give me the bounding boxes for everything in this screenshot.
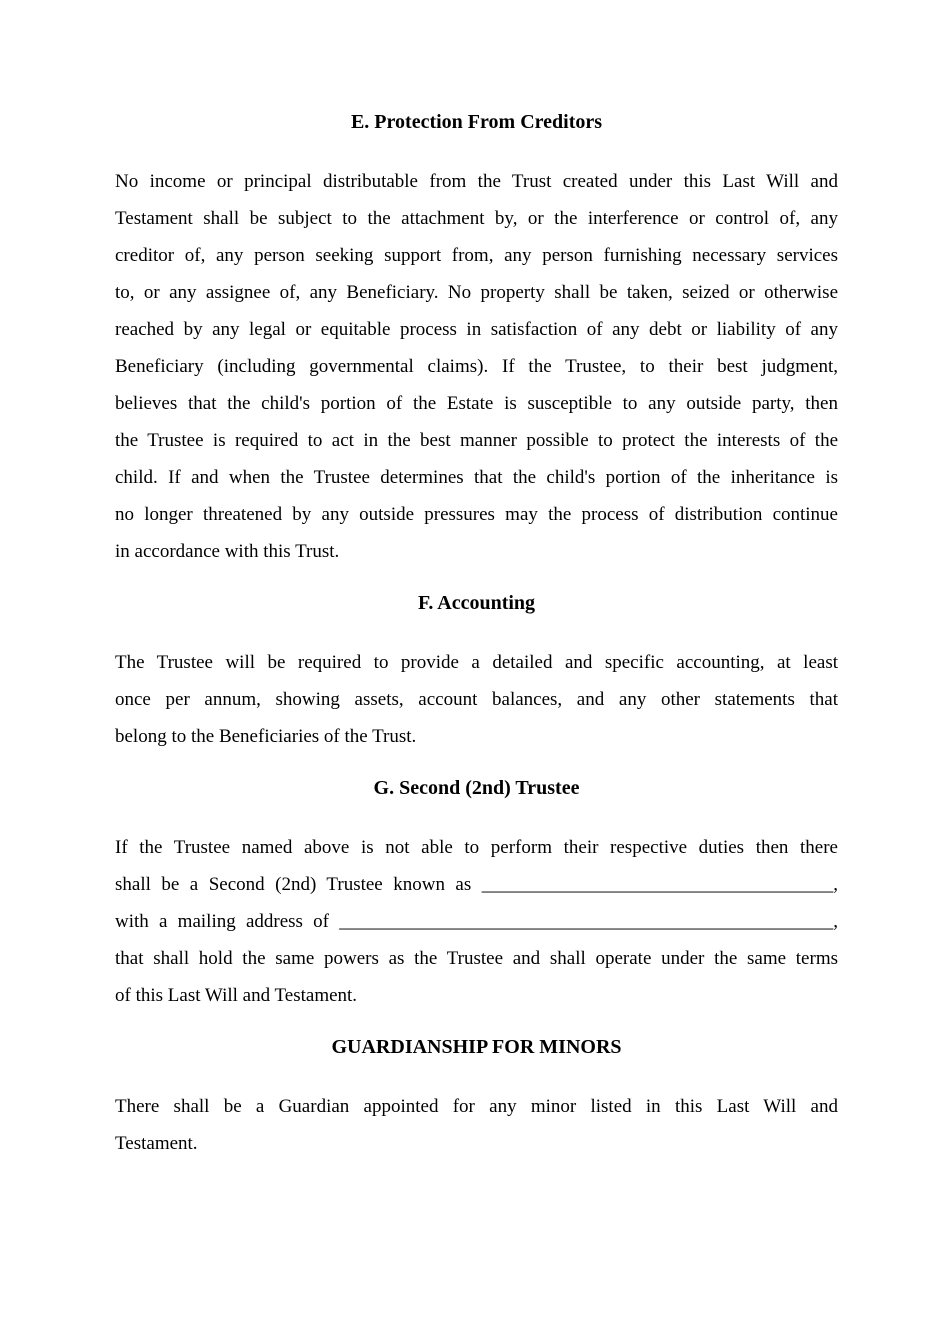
text-line: that shall hold the same powers as the Trustee and shall operate under the same terms <box>115 948 838 969</box>
section-heading: F. Accounting <box>417 592 536 614</box>
text-line: child. If and when the Trustee determines that the child's portion of the inheritance is <box>115 467 838 488</box>
text-line: Testament shall be subject to the attachment by, or the interference or control of, any <box>115 208 838 229</box>
text-line: Beneficiary (including governmental claims). If the Trustee, to their best judgment, <box>115 356 838 377</box>
text-line: once per annum, showing assets, account balances, and any other statements that <box>115 689 838 710</box>
paragraph <box>115 829 838 1014</box>
text-line: creditor of, any person seeking support from, any person furnishing necessary services <box>115 245 838 266</box>
text-line: no longer threatened by any outside pressures may the process of distribution continue <box>115 504 838 525</box>
text-line: to, or any assignee of, any Beneficiary. No property shall be taken, seized or otherwise <box>115 282 838 303</box>
section-heading: GUARDIANSHIP FOR MINORS <box>331 1036 622 1058</box>
text-line: If the Trustee named above is not able to perform their respective duties then there <box>115 837 838 858</box>
paragraph <box>115 1088 838 1162</box>
paragraph <box>115 163 838 570</box>
text-line: No income or principal distributable from the Trust created under this Last Will and <box>115 171 838 192</box>
text-line: belong to the Beneficiaries of the Trust. <box>115 726 417 747</box>
text-line: believes that the child's portion of the Estate is susceptible to any outside party, then <box>115 393 838 414</box>
text-line-with-blank: with a mailing address of ____________________________________________________, <box>115 911 838 932</box>
text-line: There shall be a Guardian appointed for any minor listed in this Last Will and <box>115 1096 838 1117</box>
section-heading: G. Second (2nd) Trustee <box>373 777 580 799</box>
section-heading: E. Protection From Creditors <box>350 111 603 133</box>
text-line: reached by any legal or equitable process in satisfaction of any debt or liability of any <box>115 319 838 340</box>
text-line: Testament. <box>115 1133 198 1154</box>
text-line-with-blank: shall be a Second (2nd) Trustee known as _____________________________________, <box>115 874 838 895</box>
paragraph <box>115 644 838 755</box>
text-line: The Trustee will be required to provide a detailed and specific accounting, at least <box>115 652 838 673</box>
text-line: of this Last Will and Testament. <box>115 985 358 1006</box>
text-line: in accordance with this Trust. <box>115 541 340 562</box>
text-line: the Trustee is required to act in the best manner possible to protect the interests of the <box>115 430 838 451</box>
